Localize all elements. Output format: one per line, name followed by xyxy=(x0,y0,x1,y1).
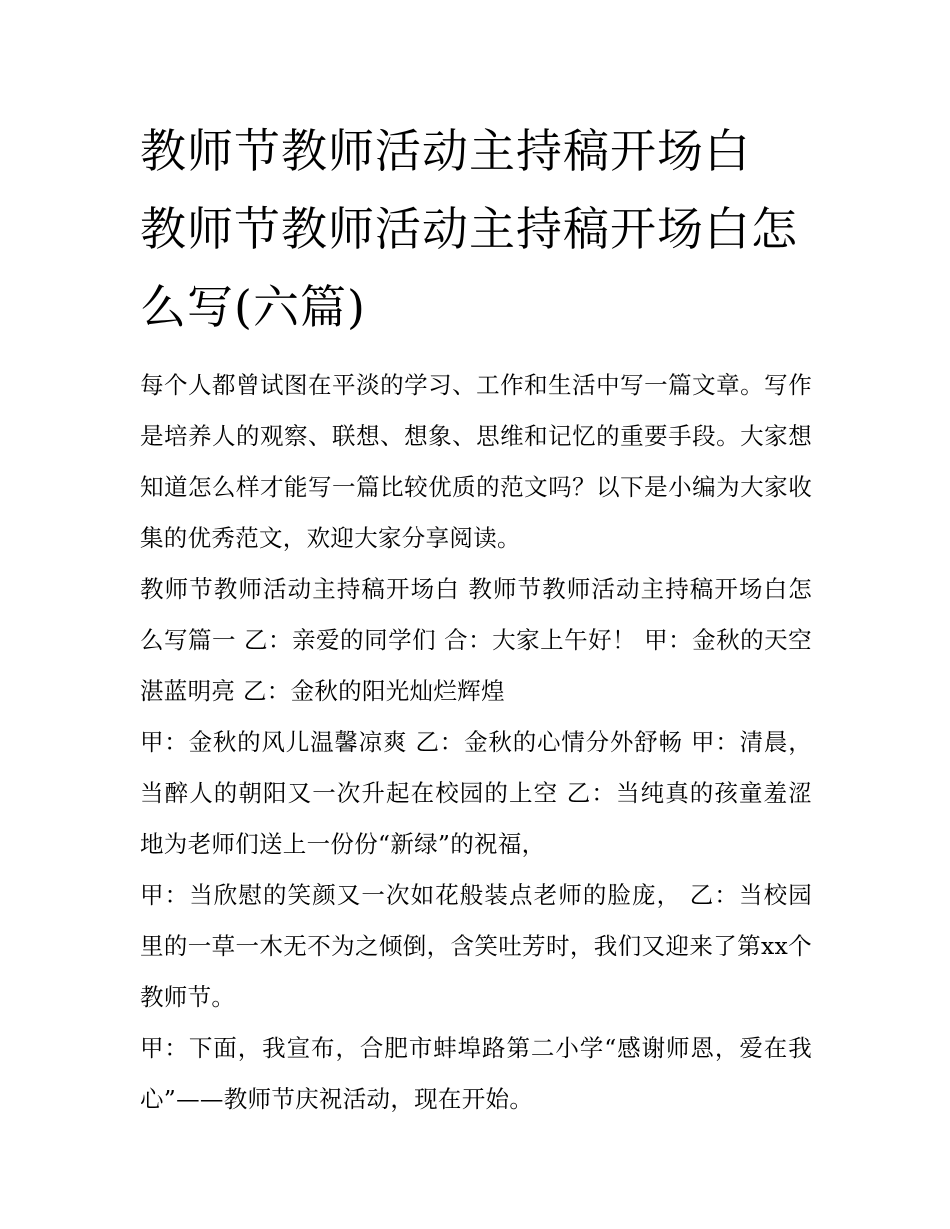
document-page xyxy=(140,112,812,1125)
paragraph-opening: 教师节教师活动主持稿开场白 教师节教师活动主持稿开场白怎么写篇一 乙：亲爱的同学们 合：大家上午好！ 甲：金秋的天空湛蓝明亮 乙：金秋的阳光灿烂辉煌 xyxy=(140,575,812,705)
paragraph-intro: 每个人都曾试图在平淡的学习、工作和生活中写一篇文章。写作是培养人的观察、联想、想象、思维和记忆的重要手段。大家想知道怎么样才能写一篇比较优质的范文吗？以下是小编为大家收集的优秀范文，欢迎大家分享阅读。 xyxy=(140,371,812,552)
paragraph-dialogue-2: 甲：当欣慰的笑颜又一次如花般装点老师的脸庞， 乙：当校园里的一草一木无不为之倾倒，含笑吐芳时，我们又迎来了第xx个教师节。 xyxy=(140,881,812,1011)
paragraph-dialogue-1: 甲：金秋的风儿温馨凉爽 乙：金秋的心情分外舒畅 甲：清晨，当醉人的朝阳又一次升起在校园的上空 乙：当纯真的孩童羞涩地为老师们送上一份份“新绿”的祝福， xyxy=(140,728,812,858)
document-title: 教师节教师活动主持稿开场白 教师节教师活动主持稿开场白怎么写(六篇) xyxy=(140,124,798,334)
paragraph-announcement: 甲：下面，我宣布，合肥市蚌埠路第二小学“感谢师恩，爱在我心”——教师节庆祝活动，现在开始。 xyxy=(140,1034,812,1113)
